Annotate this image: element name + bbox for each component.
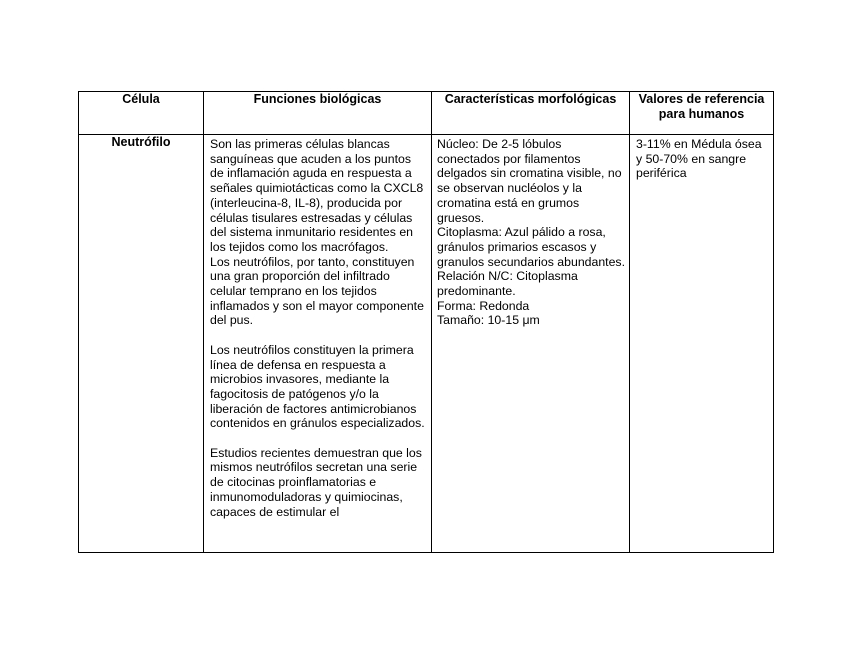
morphology-size: Tamaño: 10-15 μm [437, 313, 540, 328]
functions-paragraph-3: Los neutrófilos constituyen la primera línea de defensa en respuesta a microbios invasores, mediante la fagocitosis de patógenos y/o la liberación de factores antimicrobianos contenidos en gránulos especializados. [210, 342, 425, 431]
functions-paragraph-2: Los neutrófilos, por tanto, constituyen una gran proporción del infiltrado celular temprano en los tejidos inflamados y son el mayor componente del pus. [210, 254, 424, 328]
morphology-shape: Forma: Redonda [437, 298, 530, 313]
table-row [79, 135, 774, 553]
header-reference-line1: Valores de referencia [638, 92, 765, 106]
header-reference-line2: para humanos [658, 107, 745, 121]
functions-cell [204, 135, 432, 553]
table-header-row [79, 92, 774, 135]
header-reference-values [630, 92, 774, 135]
header-functions: Funciones biológicas [204, 92, 432, 135]
header-morphology: Características morfológicas [432, 92, 630, 135]
header-cell: Célula [79, 92, 204, 135]
morphology-nc-ratio: Relación N/C: Citoplasma predominante. [437, 269, 578, 299]
functions-paragraph-4: Estudios recientes demuestran que los mismos neutrófilos secretan una serie de citocinas proinflamatorias e inmunomoduladoras y quimiocinas, capaces de estimular el [210, 445, 422, 519]
cell-name: Neutrófilo [79, 135, 204, 553]
morphology-nucleus: Núcleo: De 2-5 lóbulos conectados por filamentos delgados sin cromatina visible, no se observan nucléolos y la cromatina está en grumos gruesos. [437, 137, 622, 225]
cell-reference-table [78, 91, 774, 553]
morphology-cell [432, 135, 630, 553]
functions-paragraph-1: Son las primeras células blancas sanguíneas que acuden a los puntos de inflamación aguda en respuesta a señales quimiotácticas como la CXCL8 (interleucina-8, IL-8), producida por células tisulares estresadas y células del sistema inmunitario residentes en los tejidos como los macrófagos. [210, 137, 424, 254]
reference-values-cell [630, 135, 774, 553]
reference-values-text: 3-11% en Médula ósea y 50-70% en sangre periférica [636, 137, 762, 181]
morphology-cytoplasm: Citoplasma: Azul pálido a rosa, gránulos primarios escasos y granulos secundarios abundantes. [437, 225, 626, 269]
